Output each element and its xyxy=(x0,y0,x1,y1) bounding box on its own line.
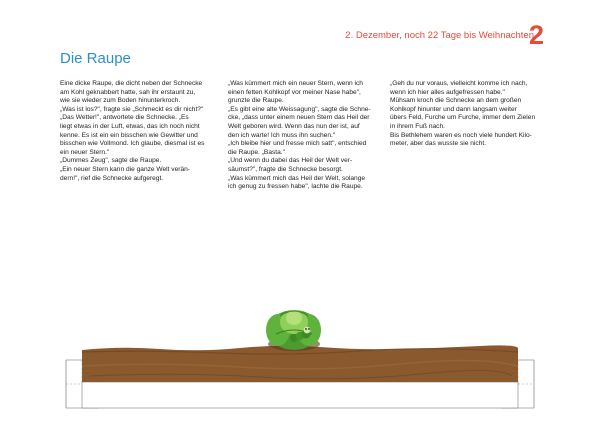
text-line: „Dummes Zeug", sagte die Raupe. xyxy=(60,157,162,165)
text-line: „Ich bleibe hier und fresse mich satt", entschied xyxy=(228,140,367,148)
text-line: meter, aber das wusste sie nicht. xyxy=(390,140,487,148)
text-line: am Kohl geknabbert hatte, sah ihr erstaunt zu, xyxy=(60,88,196,96)
text-line: bisschen wie Vollmond. Ich glaube, diesmal ist es xyxy=(60,140,205,148)
text-line: Mühsam kroch die Schnecke an dem großen xyxy=(390,97,522,105)
text-line: Bis Bethlehem waren es noch viele hundert Kilo- xyxy=(390,131,532,139)
text-line: in ihrem Fuß nach. xyxy=(390,122,445,130)
text-line: „Was ist los?", fragte sie „Schmeckt es dir nicht?" xyxy=(60,105,204,113)
date-header: 2. Dezember, noch 22 Tage bis Weihnachten xyxy=(345,30,534,41)
text-line: liegt etwas in der Luft, etwas, das ich noch nicht xyxy=(60,122,200,130)
text-line: „Das Wetter!", antwortete die Schnecke. „Es xyxy=(60,114,189,122)
soil-strip xyxy=(82,345,518,382)
text-line: ein neuer Stern." xyxy=(60,148,110,156)
text-line: einen fetten Kohlkopf vor meiner Nase habe", xyxy=(228,88,361,96)
text-line: wie sie wieder zum Boden hinunterkroch. xyxy=(60,97,181,105)
day-number: 2 xyxy=(528,20,544,50)
text-line: Eine dicke Raupe, die dicht neben der Schnecke xyxy=(60,80,203,87)
text-line: Kohlkopf hinunter und dann langsam weiter xyxy=(390,105,517,113)
base-strip xyxy=(82,382,518,408)
text-line: „Ein neuer Stern kann die ganze Welt verän- xyxy=(60,165,190,173)
text-line: „Was kümmert mich ein neuer Stern, wenn ich xyxy=(228,80,363,87)
text-line: „Es gibt eine alte Weissagung", sagte die Schne- xyxy=(228,105,371,113)
text-line: kenne. Es ist ein ein bisschen wie Gewitter und xyxy=(60,131,198,139)
cabbage-icon xyxy=(266,310,321,351)
text-line: dern!", rief die Schnecke aufgeregt. xyxy=(60,174,164,182)
text-line: grunzte die Raupe. xyxy=(228,97,284,105)
text-line: cke, „dass unter einem neuen Stern das Heil der xyxy=(228,114,370,122)
text-line: wenn ich hier alles aufgefressen habe." xyxy=(390,88,505,96)
text-line: „Und wenn du dabei das Heil der Welt ver- xyxy=(228,157,353,165)
text-line: ich genug zu fressen habe", lachte die Raupe. xyxy=(228,183,363,191)
text-line: „Was kümmert mich das Heil der Welt, solange xyxy=(228,174,366,182)
text-line: den ich warte! Ich muss ihn suchen." xyxy=(228,131,336,139)
text-line: säumst?", fragte die Schnecke besorgt. xyxy=(228,165,343,173)
text-line: Welt geboren wird. Wenn das nun der ist, auf xyxy=(228,122,360,130)
text-line: die Raupe. „Basta." xyxy=(228,148,285,156)
page-title: Die Raupe xyxy=(60,50,131,67)
text-line: übers Feld, Furche um Furche, immer dem Zielen xyxy=(390,114,536,122)
text-line: „Geh du nur voraus, vielleicht komme ich nach, xyxy=(390,80,528,87)
